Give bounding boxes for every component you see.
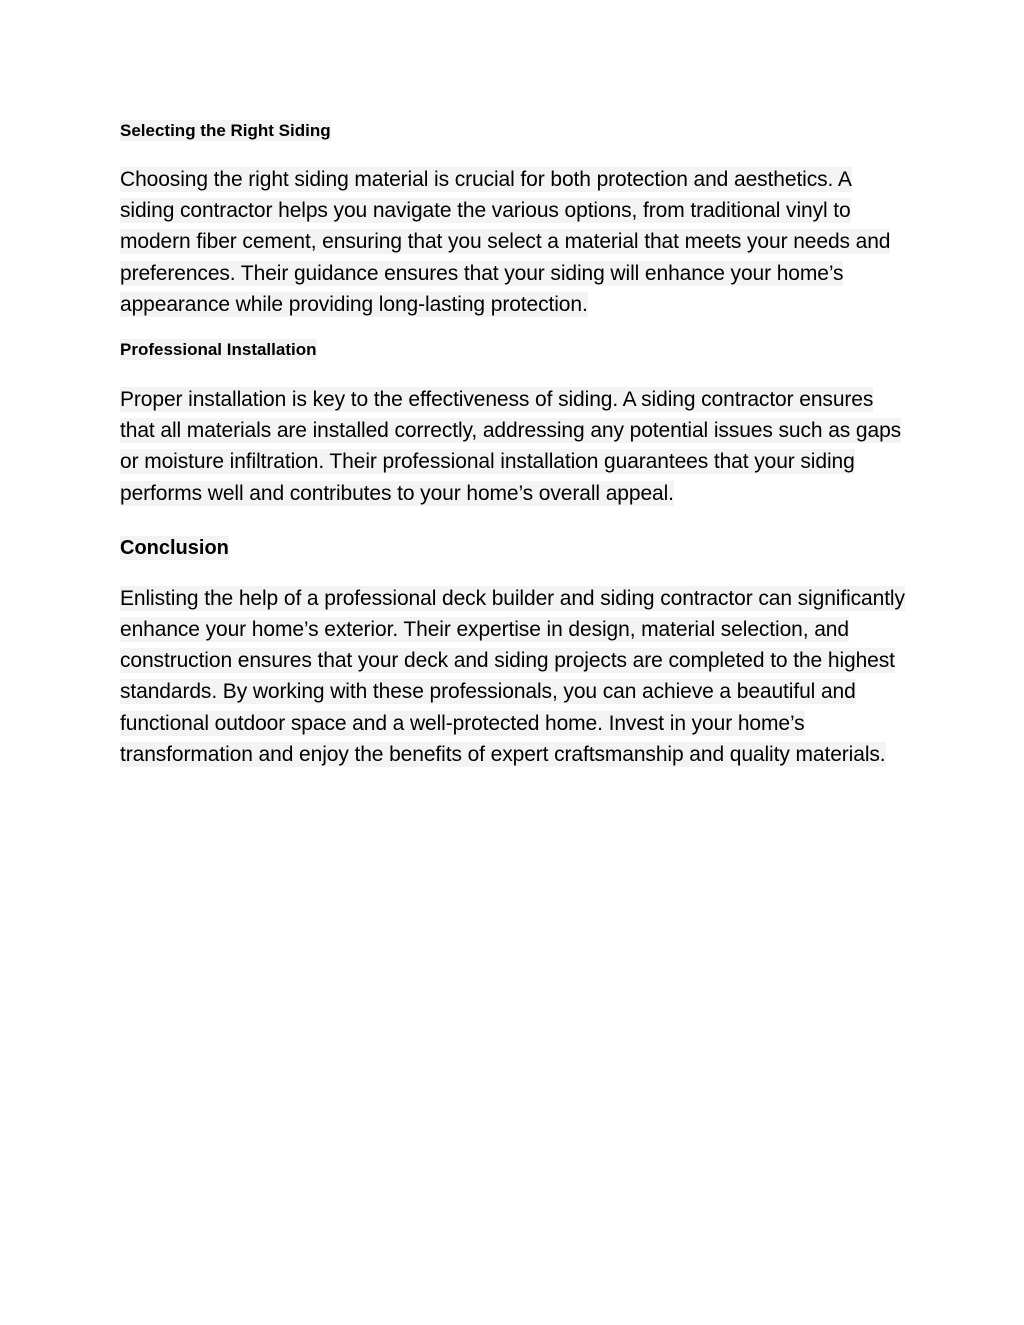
section-heading-text: Selecting the Right Siding (120, 121, 331, 140)
paragraph-text: Choosing the right siding material is crucial for both protection and aesthetics. A siding contractor helps you navigate the various options, from traditional vinyl to modern fiber cement, ensuring that you select a material that meets your needs and preferences. Their guidance ensures that your siding will enhance your home’s appearance while providing long-lasting protection. (120, 168, 891, 316)
section-heading-conclusion (120, 533, 910, 563)
section-heading-text: Conclusion (120, 536, 229, 559)
section-paragraph-professional-installation (120, 384, 910, 509)
section-paragraph-conclusion (120, 583, 910, 770)
section-heading-selecting-siding (120, 116, 910, 146)
paragraph-text: Proper installation is key to the effectiveness of siding. A siding contractor ensures that all materials are installed correctly, addressing any potential issues such as gaps or moisture infiltration. Their professional installation guarantees that your siding performs well and contributes to your home’s overall appeal. (120, 388, 902, 505)
paragraph-text: Enlisting the help of a professional deck builder and siding contractor can significantly enhance your home’s exterior. Their expertise in design, material selection, and construction ensures that your deck and siding projects are completed to the highest standards. By working with these professionals, you can achieve a beautiful and functional outdoor space and a well-protected home. Invest in your home’s transformation and enjoy the benefits of expert craftsmanship and quality materials. (120, 586, 905, 766)
section-heading-text: Professional Installation (120, 340, 317, 360)
section-heading-professional-installation (120, 335, 910, 365)
document-page (120, 116, 910, 770)
section-paragraph-selecting-siding (120, 164, 910, 320)
